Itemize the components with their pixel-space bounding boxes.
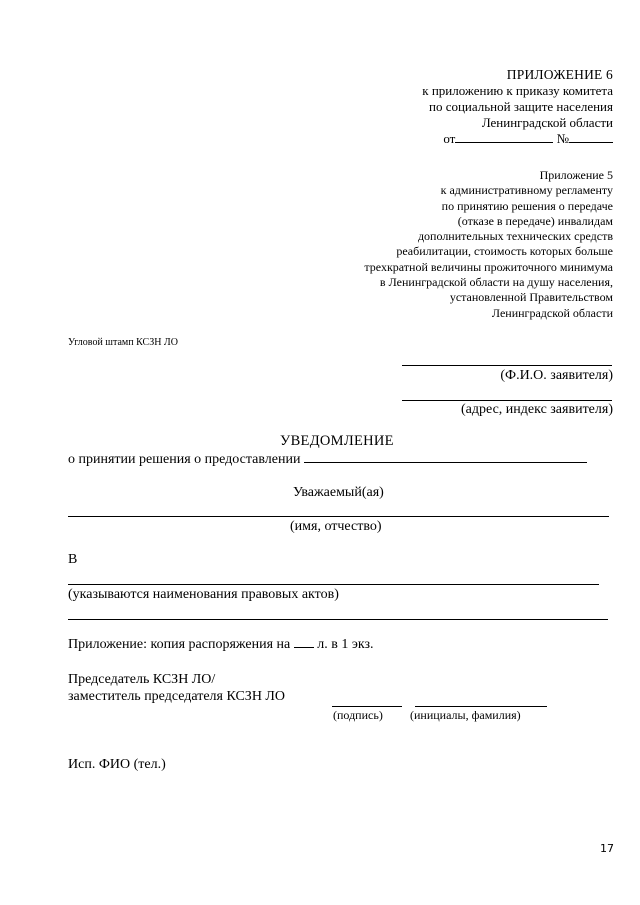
corner-stamp-label: Угловой штамп КСЗН ЛО [68,337,178,348]
header-line-2: по социальной защите населения [428,99,613,114]
attachment-suffix: л. в 1 экз. [317,637,374,652]
signature-caption: (подпись) [333,708,383,722]
legal-acts-line [68,584,599,585]
legal-acts-caption: (указываются наименования правовых актов) [68,587,339,602]
date-number-row [253,131,613,147]
applicant-name-line [402,365,612,366]
subheader-line: установленной Правительством [449,290,613,305]
appendix-5-header [233,168,613,321]
subheader-line: (отказе в передаче) инвалидам [457,213,613,228]
attachment-row [68,637,374,653]
subtitle-blank [304,462,587,463]
appendix-6-title: ПРИЛОЖЕНИЕ 6 [506,67,613,82]
applicant-address-caption: (адрес, индекс заявителя) [461,402,613,417]
page-number: 17 [600,842,614,855]
appendix-6-header [253,67,613,147]
subheader-line: к административному регламенту [440,183,613,198]
applicant-address-line [402,400,612,401]
subheader-line: дополнительных технических средств [417,229,613,244]
signer-role-line-2: заместитель председателя КСЗН ЛО [68,689,286,704]
recipient-name-line [68,516,609,517]
number-label: № [556,131,569,146]
subheader-line: реабилитации, стоимость которых больше [396,244,613,259]
signer-role-line-1: Председатель КСЗН ЛО/ [68,672,216,687]
applicant-name-caption: (Ф.И.О. заявителя) [500,368,613,383]
date-blank [455,142,553,143]
attachment-pages-blank [294,647,314,648]
signature-line [332,706,402,707]
notice-title: УВЕДОМЛЕНИЕ [280,433,394,449]
appendix-5-title: Приложение 5 [539,168,613,182]
subheader-line: по принятию решения о передаче [441,198,613,213]
header-line-3: Ленинградской области [481,115,613,130]
header-line-1: к приложению к приказу комитета [422,83,613,98]
in-label: В [68,552,78,567]
subheader-line: в Ленинградской области на душу населения, [379,275,613,290]
executor-label: Исп. ФИО (тел.) [68,757,166,772]
number-blank [569,142,613,143]
subheader-line: трехкратной величины прожиточного минимума [364,259,613,274]
recipient-name-caption: (имя, отчество) [290,519,382,534]
date-label: от [443,131,456,146]
initials-caption: (инициалы, фамилия) [410,708,521,722]
greeting: Уважаемый(ая) [293,485,384,500]
legal-acts-line-2 [68,619,608,620]
attachment-prefix: Приложение: копия распоряжения на [68,637,291,652]
notice-subtitle: о принятии решения о предоставлении [68,452,301,467]
notice-subtitle-row [68,452,587,468]
subheader-line: Ленинградской области [491,305,613,320]
initials-line [415,706,547,707]
